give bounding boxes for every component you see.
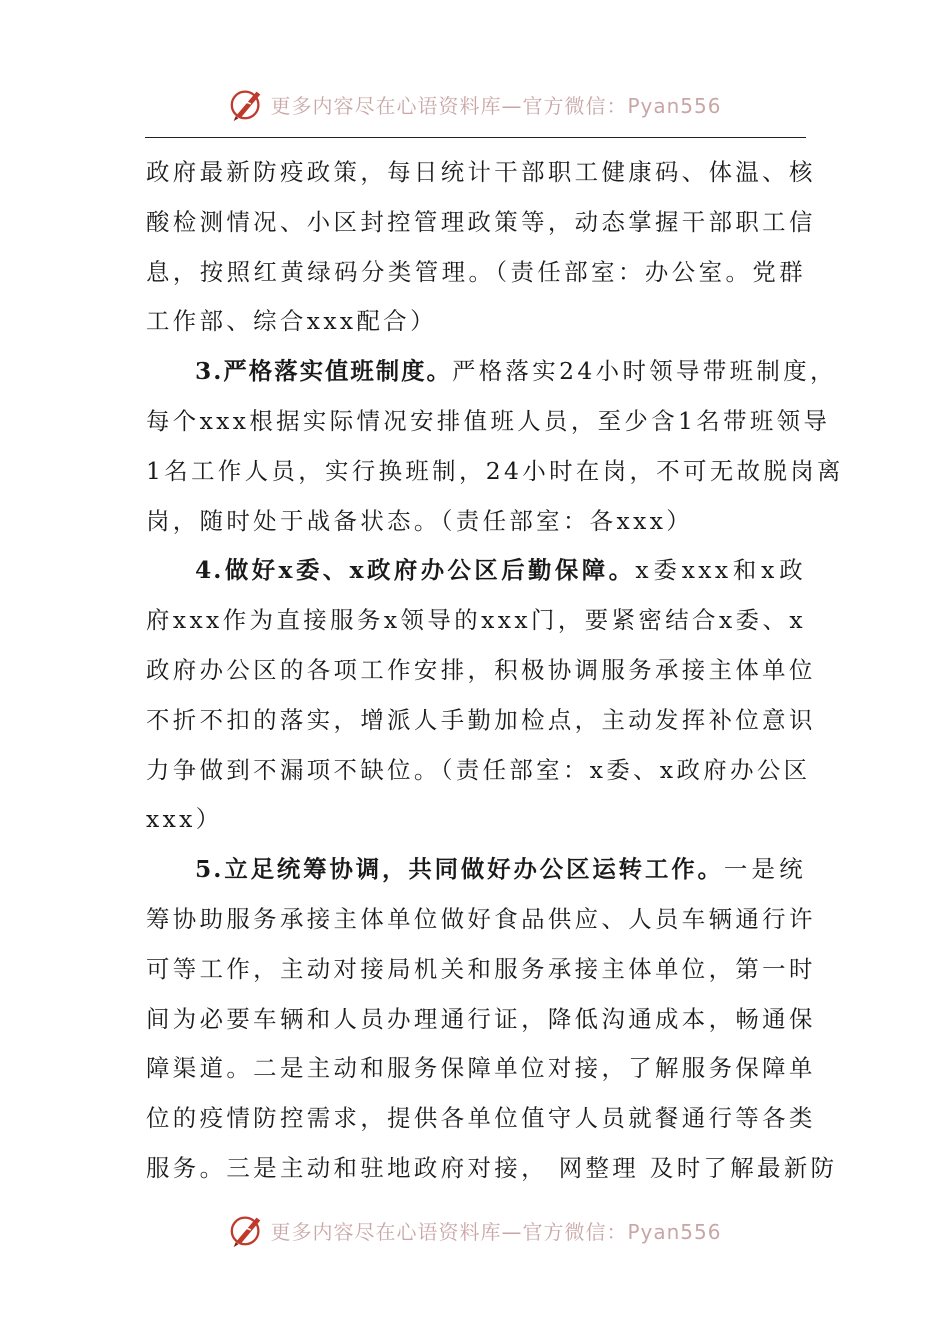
text-line: 岗，随时处于战备状态。（责任部室：各xxx） <box>146 506 694 535</box>
text-span: x委xxx和x政 <box>635 556 806 585</box>
text-line: 政府最新防疫政策，每日统计干部职工健康码、体温、核 <box>146 158 816 186</box>
paragraph-4-first-line <box>146 546 806 596</box>
text-span: 严格落实24小时领导带班制度， <box>451 357 837 386</box>
header-banner <box>0 82 950 126</box>
section-heading: 4.做好x委、x政府办公区后勤保障。 <box>195 556 636 585</box>
banner-text: 更多内容尽在心语资料库—官方微信：Pyan556 <box>270 93 722 118</box>
paragraph-3-first-line <box>146 347 837 397</box>
text-line: 服务。三是主动和驻地政府对接， 网整理 及时了解最新防 <box>146 1153 838 1182</box>
paragraph-5-first-line <box>146 845 806 895</box>
pen-logo-icon <box>228 1211 266 1249</box>
text-line: 府xxx作为直接服务x领导的xxx门，要紧密结合x委、x <box>146 606 806 635</box>
text-line: 酸检测情况、小区封控管理政策等，动态掌握干部职工信 <box>146 207 816 236</box>
section-heading: 3.严格落实值班制度。 <box>195 357 452 386</box>
banner-text: 更多内容尽在心语资料库—官方微信：Pyan556 <box>270 1219 722 1244</box>
text-line: 筹协助服务承接主体单位做好食品供应、人员车辆通行许 <box>146 904 816 933</box>
text-line: 工作部、综合xxx配合） <box>146 307 437 336</box>
text-line: 间为必要车辆和人员办理通行证，降低沟通成本，畅通保 <box>146 1004 816 1033</box>
text-line: 可等工作，主动对接局机关和服务承接主体单位，第一时 <box>146 954 816 983</box>
text-line: 障渠道。二是主动和服务保障单位对接，了解服务保障单 <box>146 1054 816 1083</box>
text-line: 每个xxx根据实际情况安排值班人员，至少含1名带班领导 <box>146 406 831 435</box>
text-span: 一是统 <box>723 855 806 884</box>
pen-logo-icon <box>228 85 266 123</box>
text-line: xxx） <box>146 805 223 834</box>
text-line: 政府办公区的各项工作安排，积极协调服务承接主体单位 <box>146 655 816 684</box>
text-line: 1名工作人员，实行换班制，24小时在岗，不可无故脱岗离 <box>146 456 844 485</box>
header-divider <box>145 137 806 138</box>
section-heading: 5.立足统筹协调，共同做好办公区运转工作。 <box>195 855 724 884</box>
document-body <box>146 148 844 1194</box>
text-line: 不折不扣的落实，增派人手勤加检点，主动发挥补位意识 <box>146 705 816 734</box>
text-line: 位的疫情防控需求，提供各单位值守人员就餐通行等各类 <box>146 1104 816 1133</box>
footer-banner <box>0 1208 950 1252</box>
text-line: 力争做到不漏项不缺位。（责任部室：x委、x政府办公区 <box>146 755 811 784</box>
text-line: 息，按照红黄绿码分类管理。（责任部室：办公室。党群 <box>146 257 806 286</box>
